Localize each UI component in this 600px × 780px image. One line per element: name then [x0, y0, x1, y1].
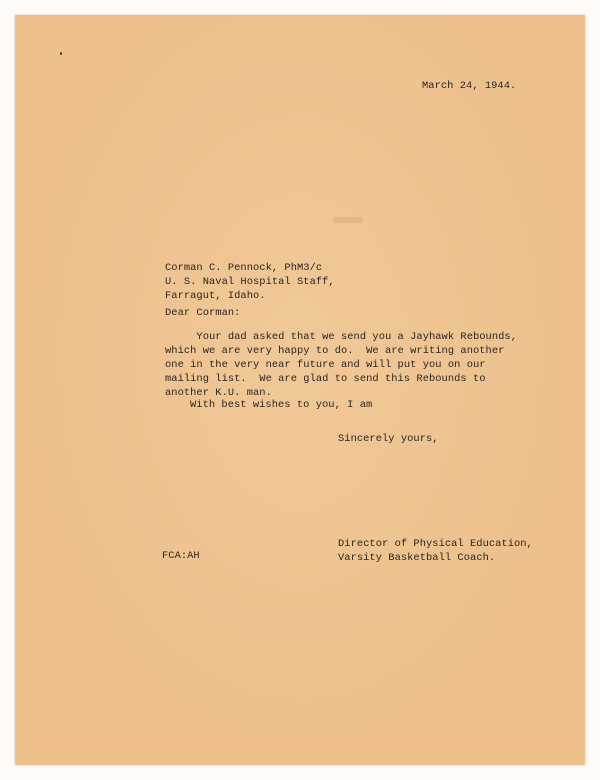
salutation: Dear Corman:: [165, 307, 241, 319]
signature-title: Director of Physical Education,: [338, 538, 533, 550]
body-line: another K.U. man.: [165, 387, 272, 399]
complimentary-close: Sincerely yours,: [338, 433, 439, 445]
letter-body: [165, 330, 517, 400]
signature-block: [338, 537, 533, 565]
recipient-unit: U. S. Naval Hospital Staff,: [165, 276, 335, 288]
ink-speck: [60, 52, 62, 55]
reference-initials: FCA:AH: [162, 550, 200, 562]
recipient-location: Farragut, Idaho.: [165, 290, 266, 302]
body-line: Your dad asked that we send you a Jayhawk Rebounds,: [165, 331, 517, 343]
body-line: one in the very near future and will put you on our: [165, 359, 486, 371]
body-line: mailing list. We are glad to send this Rebounds to: [165, 373, 486, 385]
body-line: which we are very happy to do. We are writing another: [165, 345, 505, 357]
paper-stain: [333, 217, 363, 223]
signature-title: Varsity Basketball Coach.: [338, 552, 496, 564]
letter-date: March 24, 1944.: [422, 80, 517, 92]
recipient-name: Corman C. Pennock, PhM3/c: [165, 262, 323, 274]
closing-line: With best wishes to you, I am: [190, 399, 373, 411]
recipient-address: [165, 261, 335, 303]
